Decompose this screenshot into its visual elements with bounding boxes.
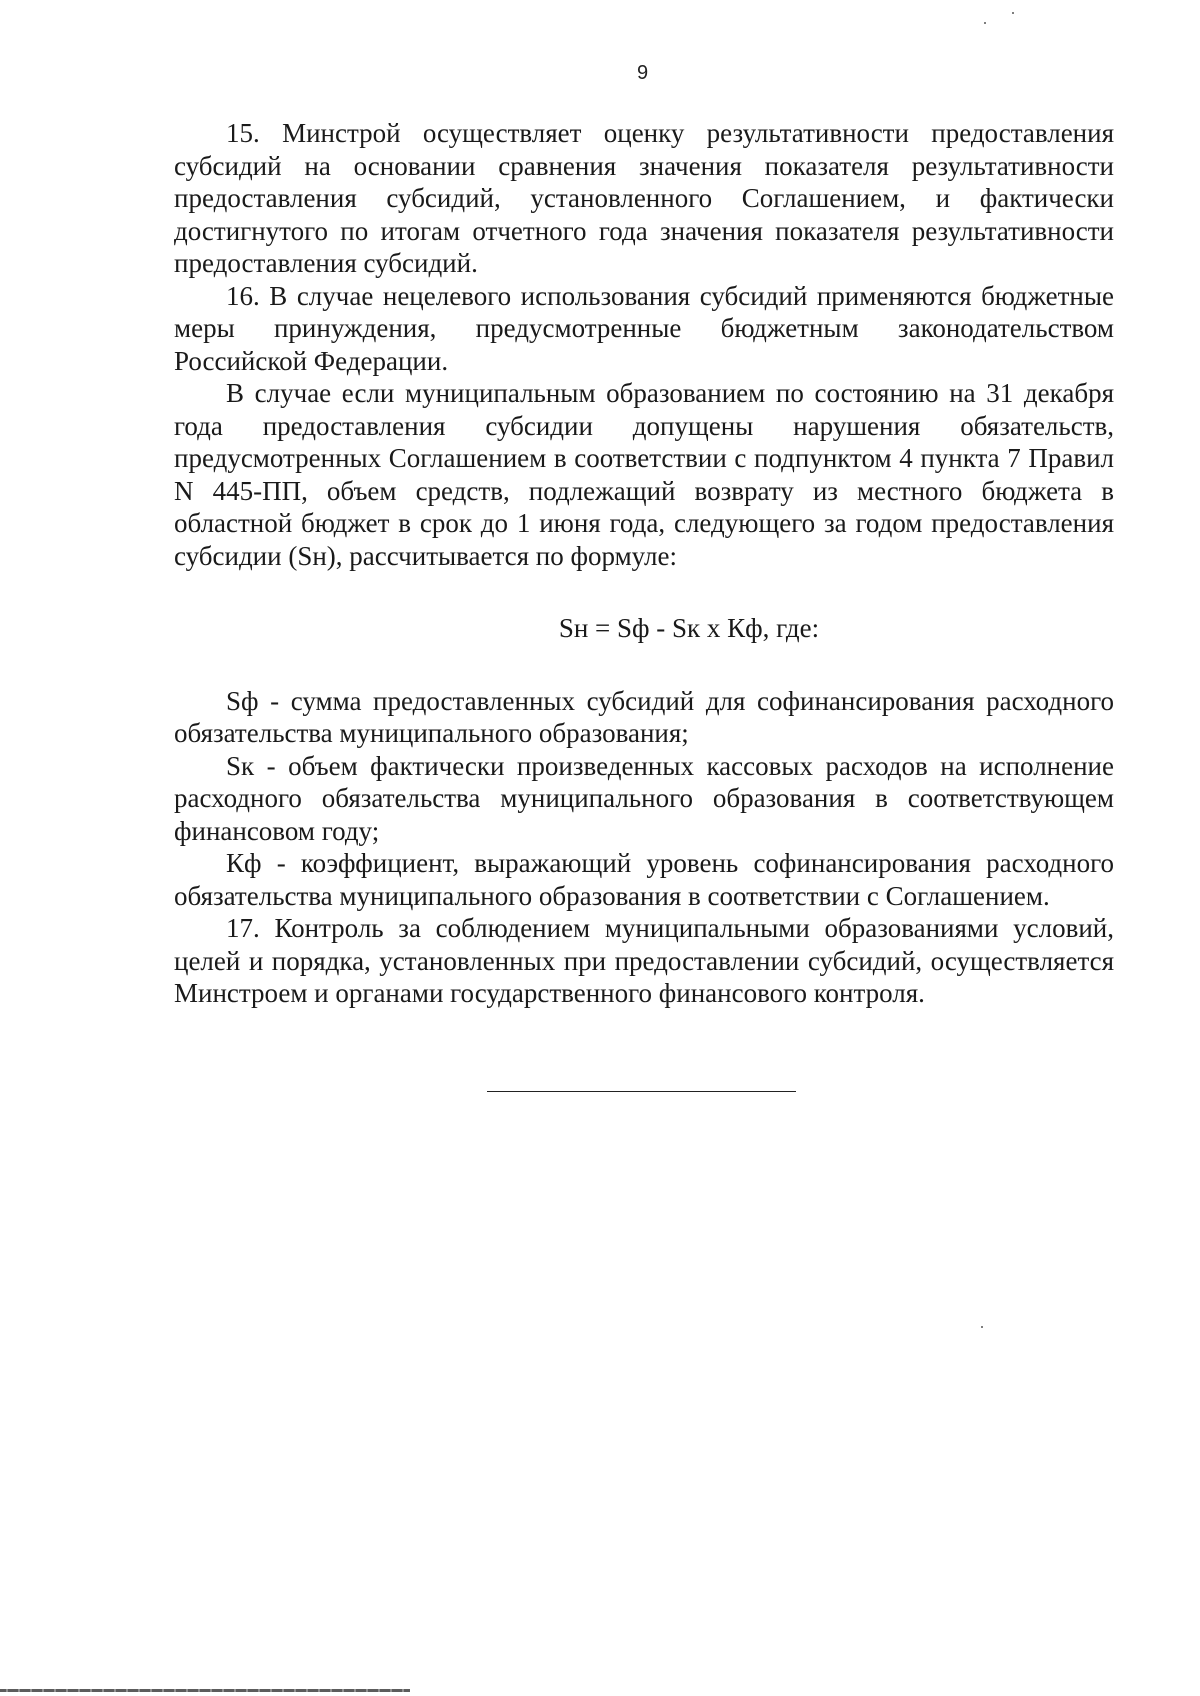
scan-edge-artifact — [0, 1689, 410, 1692]
definition-kf: Кф - коэффициент, выражающий уровень софинансирования расходного обязательства муниципального образования в соответствии с Соглашением. — [174, 848, 1114, 911]
scan-speck — [1012, 12, 1014, 14]
end-of-document-line — [487, 1091, 796, 1092]
paragraph-refund-rule: В случае если муниципальным образованием по состоянию на 31 декабря года предоставления субсидии допущены нарушения обязательств, предусмотренных Соглашением в соответствии с подпунктом 4 пункта 7 Правил N 445-ПП, объем средств, подлежащий возврату из местного бюджета в областной бюджет в срок до 1 июня года, следующего за годом предоставления субсидии (Sн), рассчитывается по формуле: — [174, 378, 1114, 571]
definition-sk: Sк - объем фактически произведенных кассовых расходов на исполнение расходного обязательства муниципального образования в соответствующем финансовом году; — [174, 750, 1114, 846]
page-number: 9 — [636, 62, 649, 84]
scan-speck — [984, 22, 986, 24]
refund-formula: Sн = Sф - Sк х Кф, где: — [558, 613, 820, 643]
paragraph-16: 16. В случае нецелевого использования субсидий применяются бюджетные меры принуждения, предусмотренные бюджетным законодательством Российской Федерации. — [174, 280, 1114, 376]
paragraph-15: 15. Минстрой осуществляет оценку результативности предоставления субсидий на основании сравнения значения показателя результативности предоставления субсидий, установленного Соглашением, и фактически достигнутого по итогам отчетного года значения показателя результативности предоставления субсидий. — [174, 118, 1114, 278]
paragraph-17: 17. Контроль за соблюдением муниципальными образованиями условий, целей и порядка, установленных при предоставлении субсидий, осуществляется Минстроем и органами государственного финансового контроля. — [174, 913, 1114, 1008]
definition-sf: Sф - сумма предоставленных субсидий для софинансирования расходного обязательства муниципального образования; — [174, 685, 1114, 748]
scan-speck — [981, 1326, 983, 1328]
document-body — [174, 117, 1114, 1010]
